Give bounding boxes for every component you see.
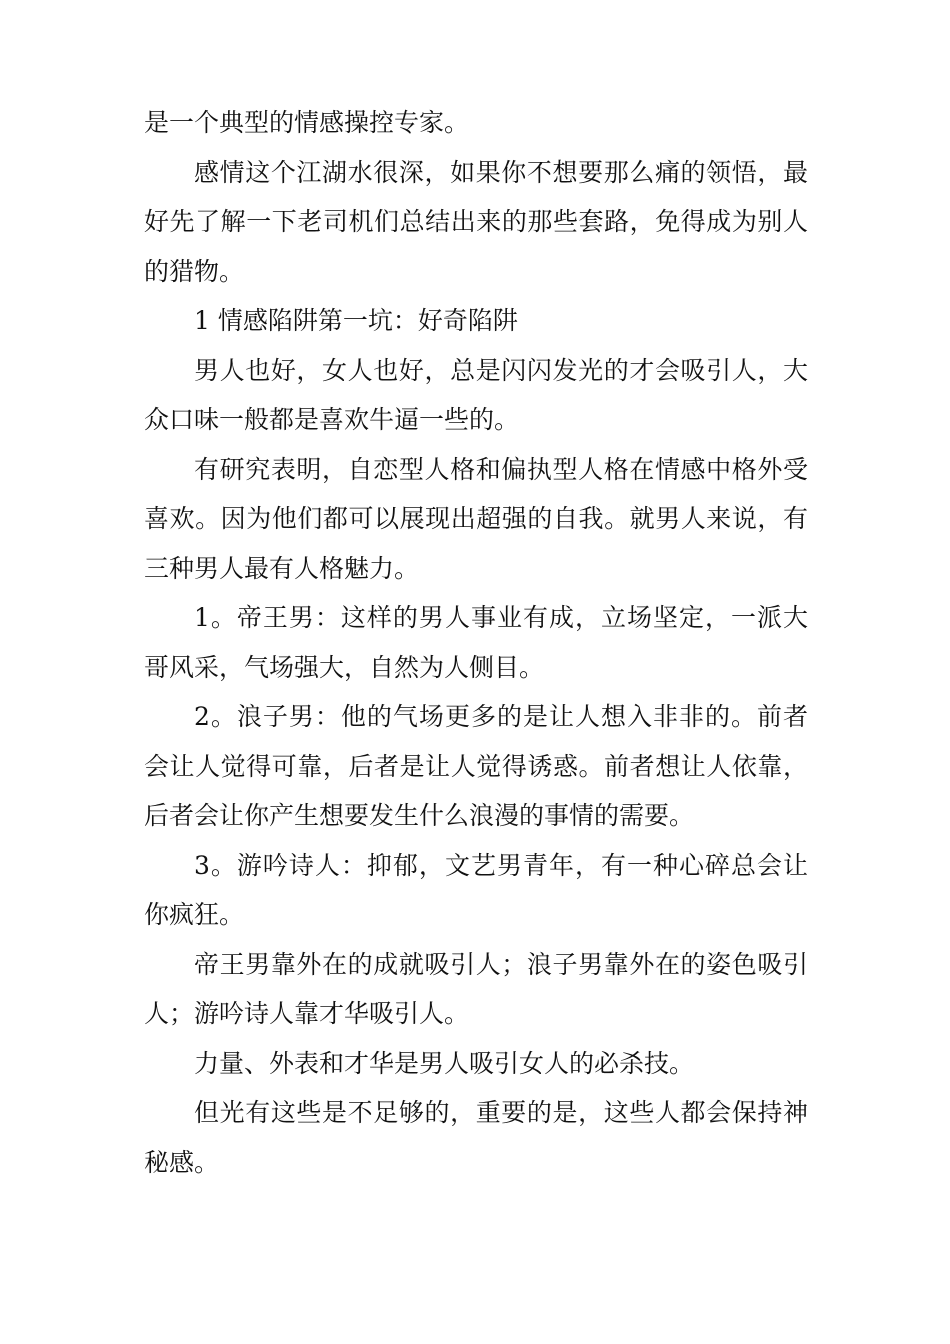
paragraph-intro: 感情这个江湖水很深，如果你不想要那么痛的领悟，最好先了解一下老司机们总结出来的那些套路，免得成为别人的猎物。 [144, 157, 808, 286]
list-item-1: 1。帝王男：这样的男人事业有成，立场坚定，一派大哥风采，气场强大，自然为人侧目。 [144, 603, 808, 682]
document-page [144, 98, 808, 1187]
paragraph: 帝王男靠外在的成就吸引人；浪子男靠外在的姿色吸引人；游吟诗人靠才华吸引人。 [144, 949, 808, 1028]
paragraph-continuation: 是一个典型的情感操控专家。 [144, 108, 470, 137]
section-heading: 1 情感陷阱第一坑：好奇陷阱 [194, 306, 518, 335]
paragraph: 有研究表明，自恋型人格和偏执型人格在情感中格外受喜欢。因为他们都可以展现出超强的自我。就男人来说，有三种男人最有人格魅力。 [144, 454, 808, 583]
paragraph: 男人也好，女人也好，总是闪闪发光的才会吸引人，大众口味一般都是喜欢牛逼一些的。 [144, 355, 808, 434]
list-item-2: 2。浪子男：他的气场更多的是让人想入非非的。前者会让人觉得可靠，后者是让人觉得诱惑。前者想让人依靠，后者会让你产生想要发生什么浪漫的事情的需要。 [144, 702, 808, 830]
paragraph: 但光有这些是不足够的，重要的是，这些人都会保持神秘感。 [144, 1098, 808, 1177]
list-item-3: 3。游吟诗人：抑郁，文艺男青年，有一种心碎总会让你疯狂。 [144, 850, 808, 929]
paragraph: 力量、外表和才华是男人吸引女人的必杀技。 [194, 1048, 695, 1078]
